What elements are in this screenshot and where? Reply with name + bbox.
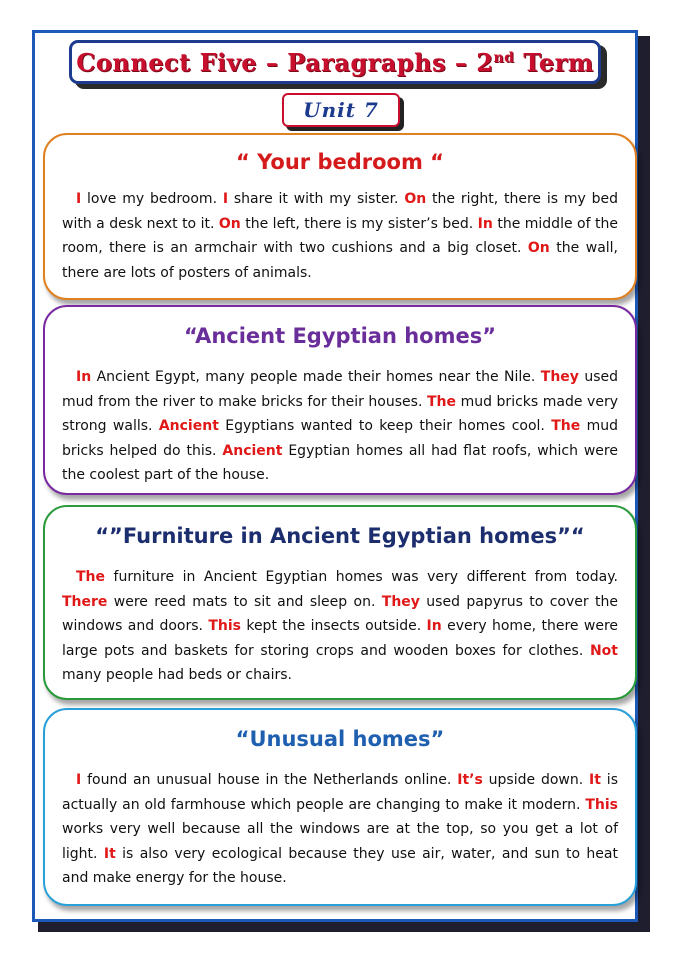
card-paragraph bbox=[45, 565, 635, 688]
keyword: They bbox=[381, 593, 420, 610]
paragraph-text: is also very ecological because they use air, water, and sun to heat and make energy for the house. bbox=[62, 845, 618, 886]
paragraph-text: used papyrus to cover the windows and doors. bbox=[62, 593, 618, 634]
title-end: Term bbox=[514, 47, 594, 77]
keyword: There bbox=[62, 593, 108, 610]
card-paragraph bbox=[45, 187, 635, 285]
keyword: In bbox=[76, 369, 92, 385]
keyword: It bbox=[589, 772, 601, 788]
card-title: “Unusual homes” bbox=[235, 727, 445, 751]
paragraph-text: love my bedroom. bbox=[81, 191, 223, 207]
paragraph-text: share it with my sister. bbox=[228, 191, 405, 207]
keyword: It bbox=[103, 845, 116, 862]
paragraph-text: Ancient Egypt, many people made their homes near the Nile. bbox=[91, 369, 541, 385]
card-paragraph bbox=[45, 365, 635, 488]
paragraph-text: mud bricks made very strong walls. bbox=[62, 393, 618, 434]
keyword: They bbox=[540, 369, 579, 385]
paragraph-card-unusual-homes bbox=[43, 708, 637, 906]
paragraph-text: every home, there were large pots and baskets for storing crops and wooden boxes for clothes. bbox=[62, 618, 618, 659]
keyword: The bbox=[76, 569, 106, 585]
keyword: This bbox=[585, 796, 618, 813]
paragraph-card-bedroom bbox=[43, 133, 637, 300]
paragraph-text: used mud from the river to make bricks for their houses. bbox=[62, 369, 618, 410]
paragraph-text: the wall, there are lots of posters of animals. bbox=[62, 240, 618, 281]
keyword: On bbox=[527, 240, 550, 256]
keyword: Ancient bbox=[158, 418, 219, 434]
paragraph-text: found an unusual house in the Netherlands online. bbox=[81, 772, 458, 788]
keyword: In bbox=[426, 618, 442, 634]
paragraph-text: were reed mats to sit and sleep on. bbox=[107, 593, 382, 610]
paragraph-card-ancient-egyptian-homes bbox=[43, 305, 637, 495]
card-title: “ Your bedroom “ bbox=[236, 150, 444, 174]
keyword: On bbox=[404, 191, 427, 207]
paragraph-text: works very well because all the windows are at the top, so you get a lot of light. bbox=[62, 821, 618, 862]
paragraph-card-furniture bbox=[43, 505, 637, 700]
card-title: “”Furniture in Ancient Egyptian homes”“ bbox=[95, 524, 585, 548]
keyword: Ancient bbox=[222, 442, 283, 459]
title-main: Connect Five – Paragraphs – 2 bbox=[76, 47, 494, 77]
paragraph-text: the left, there is my sister’s bed. bbox=[240, 215, 478, 232]
paragraph-text: Egyptians wanted to keep their homes cool. bbox=[218, 418, 552, 434]
unit-badge bbox=[282, 93, 400, 127]
keyword: I bbox=[222, 191, 229, 207]
keyword: On bbox=[218, 215, 241, 232]
paragraph-text: mud bricks helped do this. bbox=[62, 418, 618, 459]
unit-label: Unit 7 bbox=[303, 98, 379, 122]
card-paragraph bbox=[45, 768, 635, 891]
paragraph-text: many people had beds or chairs. bbox=[62, 667, 292, 683]
paragraph-text: upside down. bbox=[482, 772, 590, 788]
paragraph-text: Egyptian homes all had flat roofs, which were the coolest part of the house. bbox=[62, 442, 618, 483]
page-title bbox=[76, 48, 593, 77]
paragraph-text: the right, there is my bed with a desk next to it. bbox=[62, 191, 618, 232]
keyword: The bbox=[551, 418, 581, 434]
keyword: Not bbox=[589, 642, 618, 659]
title-superscript: nd bbox=[493, 49, 515, 66]
keyword: I bbox=[76, 191, 82, 207]
keyword: It’s bbox=[457, 772, 483, 788]
paragraph-text: is actually an old farmhouse which people are changing to make it modern. bbox=[62, 772, 618, 813]
paragraph-text: furniture in Ancient Egyptian homes was very different from today. bbox=[105, 569, 618, 585]
keyword: This bbox=[208, 618, 241, 634]
keyword: I bbox=[76, 772, 82, 788]
keyword: The bbox=[426, 393, 456, 410]
card-title: “Ancient Egyptian homes” bbox=[183, 324, 497, 348]
paragraph-text: kept the insects outside. bbox=[240, 618, 427, 634]
paragraph-text: the middle of the room, there is an armchair with two cushions and a big closet. bbox=[62, 215, 618, 256]
keyword: In bbox=[477, 215, 493, 232]
title-banner bbox=[69, 40, 601, 84]
